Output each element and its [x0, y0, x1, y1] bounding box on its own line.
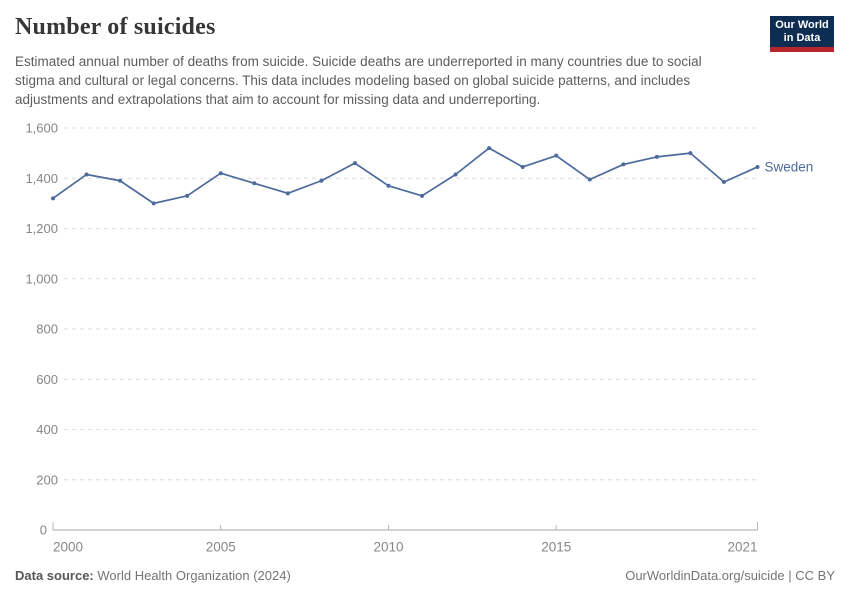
page-title: Number of suicides: [15, 14, 216, 40]
data-point-marker: [118, 179, 122, 183]
data-point-marker: [688, 151, 692, 155]
data-point-marker: [420, 194, 424, 198]
owid-logo-line1: Our World: [775, 19, 829, 31]
data-source-label: Data source:: [15, 568, 94, 583]
y-tick-label: 1,200: [25, 221, 58, 236]
data-point-marker: [756, 165, 760, 169]
series-end-label-sweden[interactable]: Sweden: [764, 159, 814, 175]
data-point-marker: [722, 180, 726, 184]
y-tick-label: 0: [39, 522, 47, 538]
data-point-marker: [85, 172, 89, 176]
data-point-marker: [454, 172, 458, 176]
data-source: [15, 568, 291, 583]
y-tick-label: 1,400: [25, 170, 58, 186]
x-tick-label: 2021: [727, 539, 758, 555]
data-point-marker: [185, 194, 189, 198]
data-point-marker: [621, 162, 625, 166]
chart-footer: [15, 568, 835, 583]
rights-link[interactable]: OurWorldinData.org/suicide | CC BY: [625, 568, 835, 583]
data-point-marker: [655, 155, 659, 159]
data-source-value: World Health Organization (2024): [97, 568, 291, 583]
line-chart-canvas[interactable]: [0, 110, 850, 560]
data-point-marker: [487, 146, 491, 150]
y-tick-label: 1,600: [25, 120, 58, 136]
data-point-marker: [554, 154, 558, 158]
y-tick-label: 400: [36, 422, 58, 437]
data-point-marker: [286, 191, 290, 195]
data-point-marker: [152, 201, 156, 205]
data-point-marker: [386, 184, 390, 188]
x-tick-label: 2010: [373, 539, 404, 555]
data-point-marker: [353, 161, 357, 165]
x-tick-label: 2000: [53, 539, 84, 555]
y-tick-label: 800: [36, 321, 58, 337]
series-line-sweden: [53, 148, 758, 203]
data-point-marker: [219, 171, 223, 175]
data-point-marker: [252, 181, 256, 185]
data-point-marker: [319, 179, 323, 183]
y-tick-label: 200: [36, 472, 58, 488]
owid-logo-line2: in Data: [783, 32, 821, 44]
x-tick-label: 2005: [205, 539, 236, 555]
x-tick-label: 2015: [541, 539, 572, 555]
data-point-marker: [51, 196, 55, 200]
y-tick-label: 600: [36, 371, 58, 387]
y-tick-label: 1,000: [25, 271, 58, 287]
data-point-marker: [521, 165, 525, 169]
data-point-marker: [588, 178, 592, 182]
owid-logo[interactable]: [770, 16, 834, 52]
chart-subtitle: Estimated annual number of deaths from suicide. Suicide deaths are underreported in many countries due to social stigma and cultural or legal concerns. This data includes modeling based on global suicide patterns, and includes adjustments and extrapolations that aim to account for missing data and underreporting.: [15, 54, 702, 107]
